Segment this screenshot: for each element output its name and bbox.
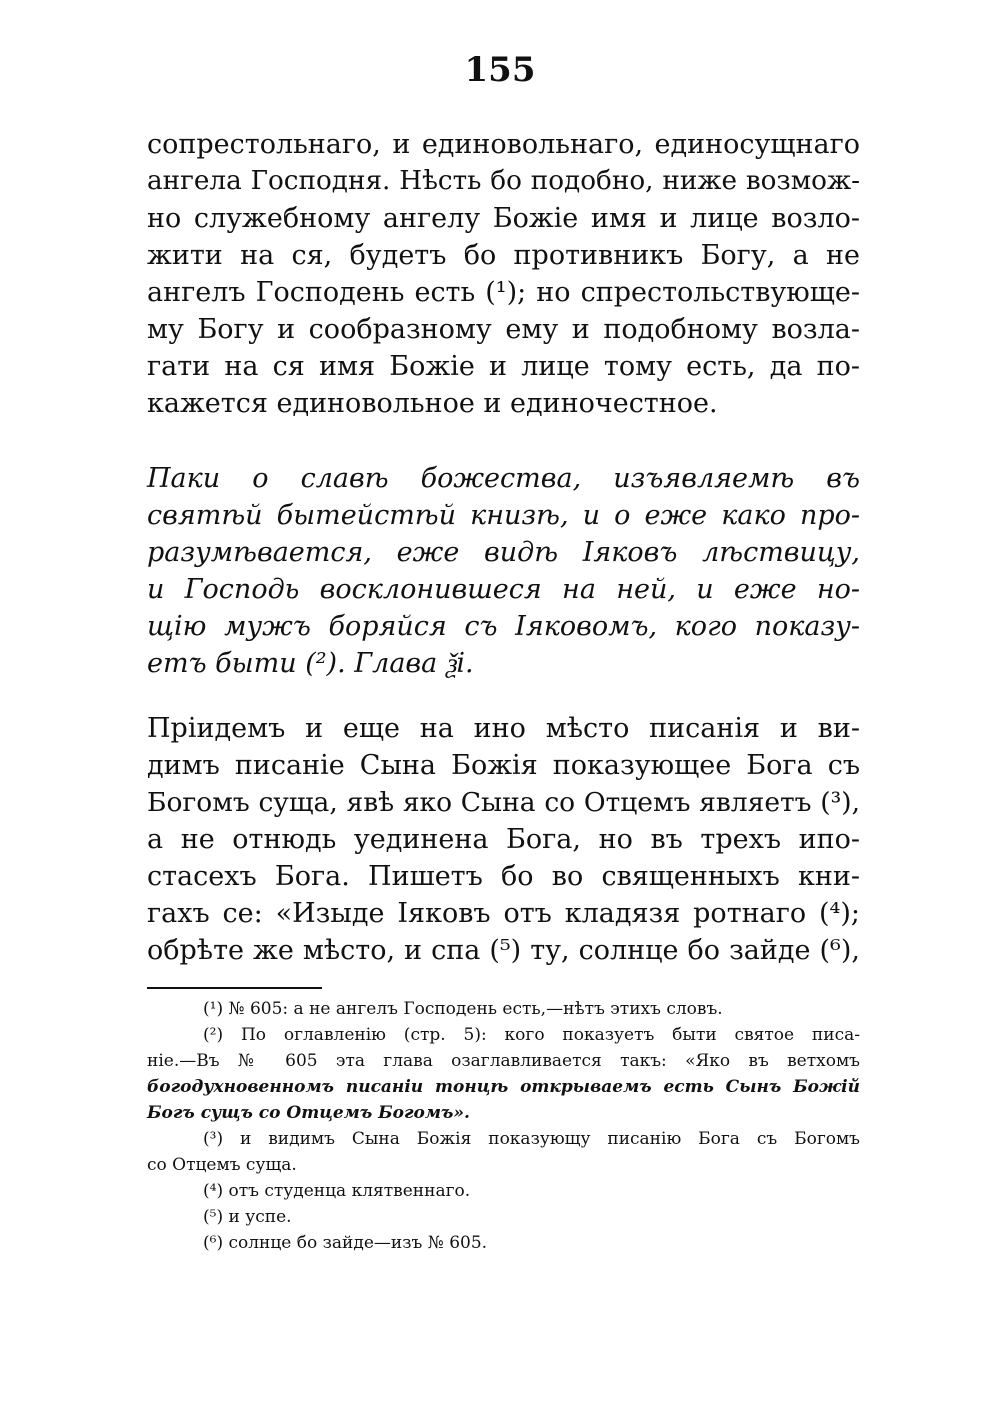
paragraph-1 [147, 126, 860, 422]
heading-line: Паки о славѣ божества, изъявляемѣ въ [147, 463, 860, 494]
text-line: ангелъ Господень есть (¹); но спрестольствующе- [147, 277, 860, 308]
footnote-2-line: ніе.—Въ № 605 эта глава озаглавливается такъ: «Яко въ ветхомъ [147, 1051, 860, 1071]
heading-line: и Господь восклонившеся на ней, и еже но- [147, 574, 860, 605]
heading-line: щію мужъ боряйся съ Іяковомъ, кого показу- [147, 611, 860, 642]
text-line: но служебному ангелу Божіе имя и лице возло- [147, 203, 860, 234]
footnote-2: (²) По оглавленію (стр. 5): кого показуетъ быти святое писа- [203, 1025, 860, 1045]
text-line: ангела Господня. Нѣсть бо подобно, ниже возмож- [147, 166, 860, 196]
text-line: Богомъ суща, явѣ яко Сына со Отцемъ являетъ (³), [147, 787, 860, 818]
chapter-heading [147, 460, 860, 682]
text-line: гахъ се: «Изыде Іяковъ отъ кладязя ротнаго (⁴); [147, 898, 860, 929]
footnote-4: (⁴) отъ студенца клятвеннаго. [203, 1181, 471, 1201]
footnote-2-line: богодухновенномъ писаніи тонцѣ открываемъ есть Сынъ Божій [147, 1077, 860, 1097]
heading-line: святѣй бытейстѣй книзѣ, и о еже како про- [147, 500, 860, 531]
paragraph-2 [147, 710, 860, 969]
heading-line: етъ быти (²). Глава ѯі. [147, 648, 474, 679]
footnote-3: (³) и видимъ Сына Божія показующу писанію Бога съ Богомъ [203, 1129, 860, 1149]
text-line: а не отнюдь уединена Бога, но въ трехъ ипо- [147, 824, 860, 855]
footnote-5: (⁵) и успе. [203, 1207, 292, 1227]
heading-line: разумѣвается, еже видѣ Іяковъ лѣствицу, [147, 537, 860, 568]
text-line: кажется единовольное и единочестное. [147, 388, 718, 419]
text-line: обрѣте же мѣсто, и спа (⁵) ту, солнце бо зайде (⁶), [147, 935, 860, 966]
footnote-divider [147, 987, 322, 989]
page-number: 155 [464, 50, 536, 90]
text-line: жити на ся, будетъ бо противникъ Богу, а не [147, 240, 860, 271]
footnote-3-line: со Отцемъ суща. [147, 1155, 297, 1175]
text-line: му Богу и сообразному ему и подобному возла- [147, 314, 860, 345]
footnotes [147, 996, 860, 1256]
footnote-2-line: Богъ сущъ со Отцемъ Богомъ». [147, 1103, 470, 1123]
text-line: Пріидемъ и еще на ино мѣсто писанія и ви- [147, 713, 860, 744]
text-line: сопрестольнаго, и единовольнаго, единосущнаго [147, 129, 860, 160]
text-line: гати на ся имя Божіе и лице тому есть, да по- [147, 351, 860, 382]
footnote-6: (⁶) солнце бо зайде—изъ № 605. [203, 1233, 488, 1253]
text-line: стасехъ Бога. Пишетъ бо во священныхъ кни- [147, 861, 860, 892]
text-line: димъ писаніе Сына Божія показующее Бога съ [147, 750, 860, 781]
footnote-1: (¹) № 605: а не ангелъ Господень есть,—нѣтъ этихъ словъ. [203, 999, 723, 1019]
